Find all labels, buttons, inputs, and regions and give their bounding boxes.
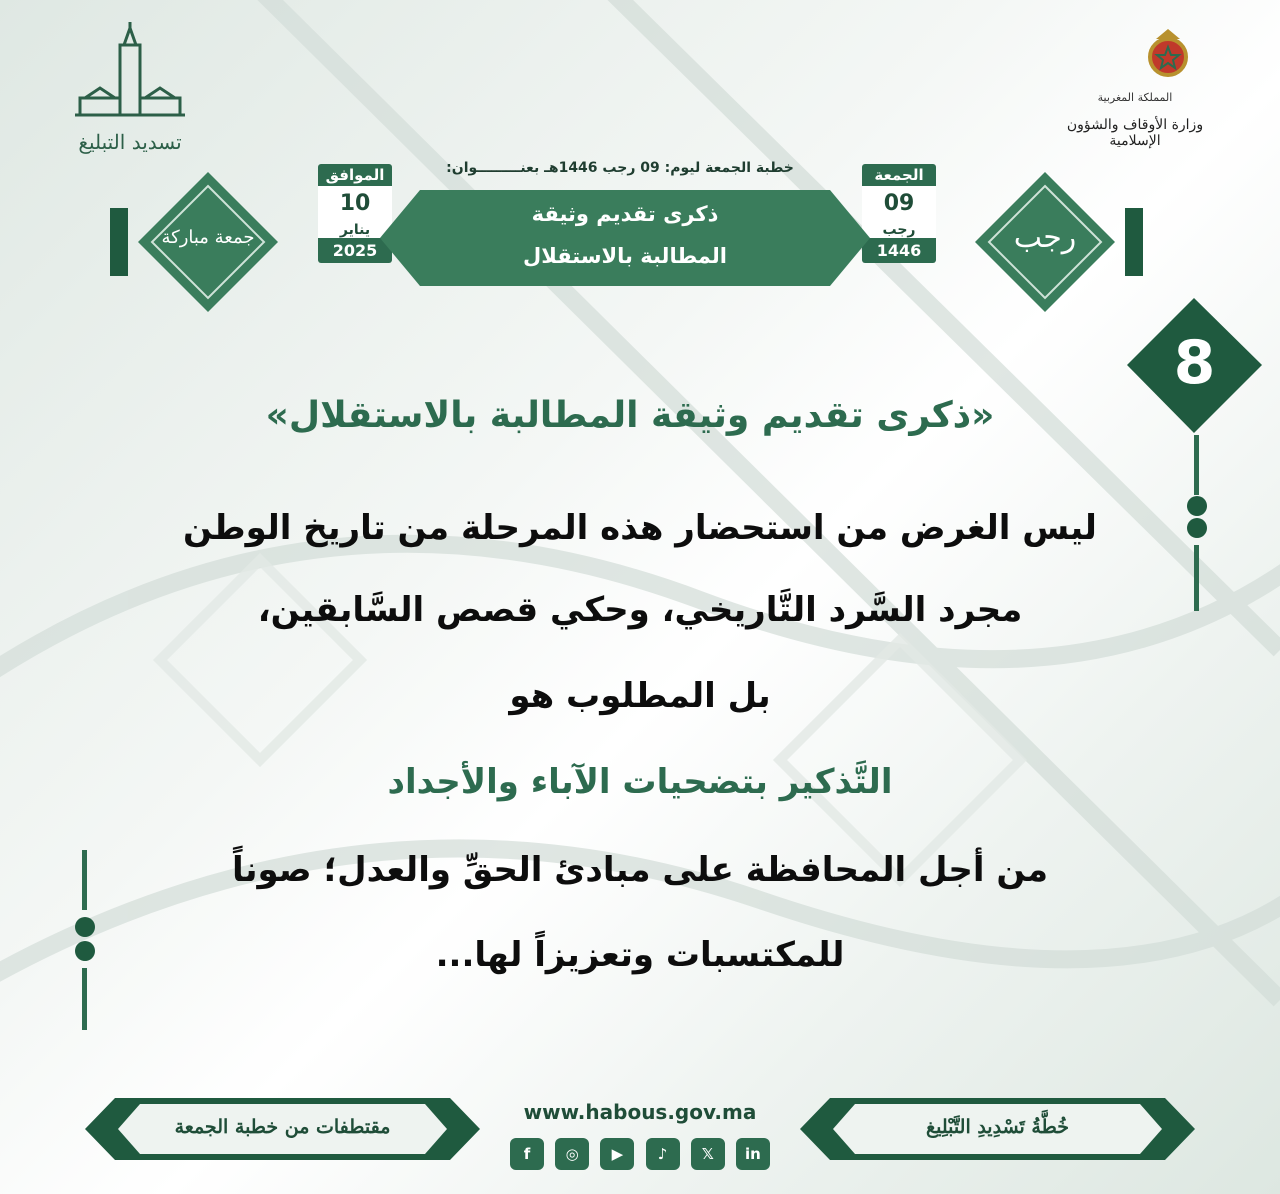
slide-number: 8 [1173, 328, 1216, 398]
content-line-3: بل المطلوب هو [509, 676, 771, 716]
ministry-logo [1040, 25, 1230, 150]
tiktok-icon[interactable]: ♪ [646, 1138, 680, 1170]
mosque-icon [60, 20, 200, 130]
content-line-1: ليس الغرض من استحضار هذه المرحلة من تاريخ الوطن [183, 508, 1097, 548]
gregorian-day: 10 [318, 186, 392, 222]
title-banner [380, 190, 870, 286]
excerpts-ribbon-text: مقتطفات من خطبة الجمعة [174, 1116, 391, 1138]
quote-close-icon [68, 915, 102, 963]
left-bar [110, 208, 128, 276]
instagram-icon[interactable]: ◎ [555, 1138, 589, 1170]
banner-title-line2: المطالبة بالاستقلال [523, 244, 727, 268]
right-vertical-line-top [1194, 435, 1199, 495]
content-line-4: التَّذكير بتضحيات الآباء والأجداد [387, 762, 893, 802]
x-icon[interactable]: 𝕏 [691, 1138, 725, 1170]
quote-open-icon [1180, 495, 1214, 539]
banner-intro: خطبة الجمعة ليوم: 09 رجب 1446هـ بعنـــــــــوان: [446, 160, 794, 176]
ministry-name: وزارة الأوقاف والشؤون الإسلامية [1066, 117, 1204, 149]
number-badge [1127, 298, 1262, 433]
logo-caption: تسديد التبليغ [78, 130, 182, 154]
content-line-2: مجرد السَّرد التَّاريخي، وحكي قصص السَّابقين، [257, 590, 1023, 630]
hijri-year: 1446 [862, 238, 936, 263]
facebook-icon[interactable]: f [510, 1138, 544, 1170]
coat-of-arms-icon [1138, 25, 1198, 85]
ministry-sub-text: المملكة المغربية [1097, 91, 1173, 104]
hijri-label: الجمعة [862, 164, 936, 186]
social-icons [510, 1138, 770, 1172]
banner-title-line1: ذكرى تقديم وثيقة [531, 202, 719, 226]
hijri-date [862, 164, 936, 263]
left-vertical-line-bottom [82, 968, 87, 1030]
gregorian-label: الموافق [318, 164, 392, 186]
right-vertical-line-bottom [1194, 545, 1199, 611]
right-bar [1125, 208, 1143, 276]
youtube-icon[interactable]: ▶ [600, 1138, 634, 1170]
content-line-5: من أجل المحافظة على مبادئ الحقِّ والعدل؛ صوناً [231, 850, 1049, 890]
left-badge-text: جمعة مباركة [161, 227, 255, 248]
hijri-day: 09 [862, 186, 936, 222]
excerpts-ribbon [85, 1098, 480, 1160]
jumua-mubaraka-badge [138, 172, 278, 312]
gregorian-year: 2025 [318, 238, 392, 263]
tasdid-plan-ribbon-text: خُطَّةُ تَسْدِيدِ التَّبْلِيغ [926, 1116, 1069, 1138]
rajab-badge [975, 172, 1115, 312]
website-link[interactable]: www.habous.gov.ma [523, 1100, 757, 1124]
content-line-6: للمكتسبات وتعزيزاً لها... [435, 935, 845, 975]
gregorian-month: يناير [318, 222, 392, 238]
linkedin-icon[interactable]: in [736, 1138, 770, 1170]
tasdid-plan-ribbon [800, 1098, 1195, 1160]
left-vertical-line-top [82, 850, 87, 910]
tasdid-logo [60, 20, 200, 155]
quote-title: «ذكرى تقديم وثيقة المطالبة بالاستقلال» [265, 395, 995, 436]
hijri-month: رجب [862, 222, 936, 238]
right-badge-text: رجب [1013, 220, 1077, 255]
